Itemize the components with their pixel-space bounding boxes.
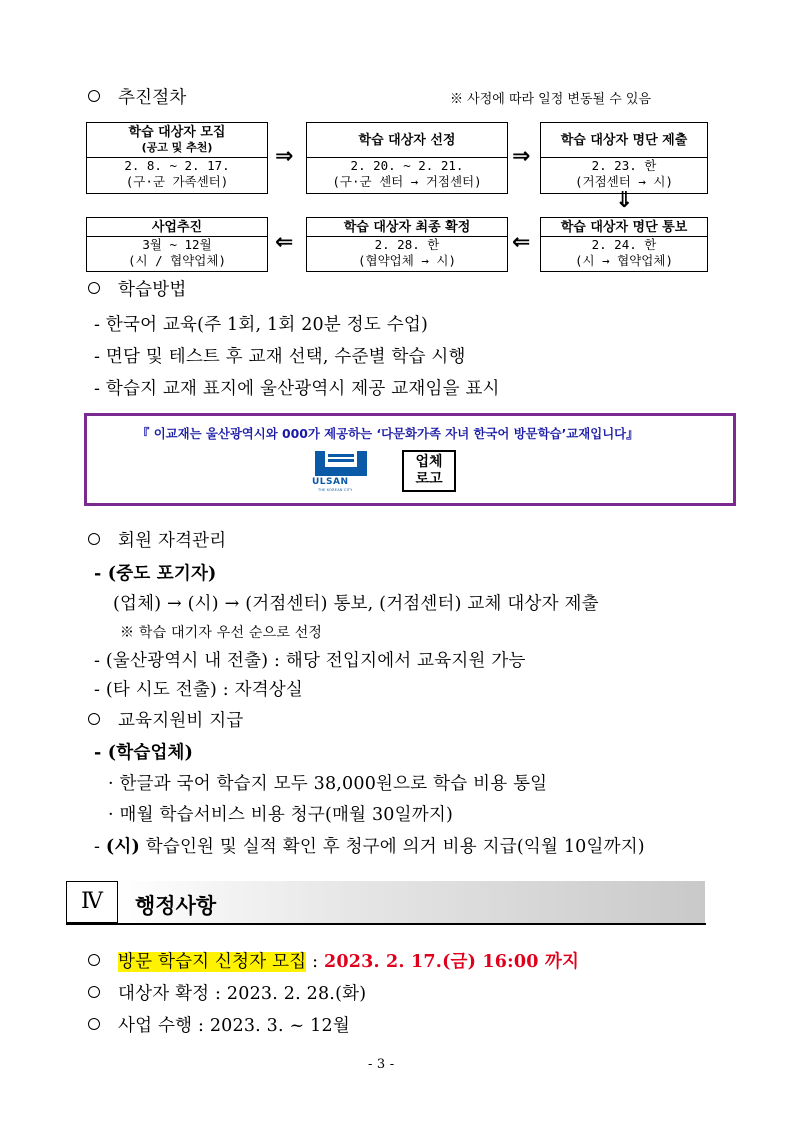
flow-box-recruit: [86, 122, 268, 194]
admin-item-recruit: [88, 948, 579, 973]
flow-box-body: [541, 158, 707, 190]
admin-item-execute: [88, 1012, 350, 1037]
flow-box-body: [307, 158, 507, 190]
method-item: - 면담 및 테스트 후 교재 선택, 수준별 학습 시행: [94, 347, 466, 367]
membership-label: 회원 자격관리: [118, 531, 227, 551]
flow-title-text: 학습 대상자 최종 확정: [343, 219, 471, 235]
funding-city-label: (시): [105, 837, 140, 857]
method-heading: [88, 276, 186, 301]
flow-actor: (시 → 협약업체): [574, 253, 673, 268]
flow-box-execute: [86, 217, 268, 272]
flow-title-text: 학습 대상자 모집: [128, 125, 226, 140]
method-item: - 한국어 교육(주 1회, 1회 20분 정도 수업): [94, 315, 428, 335]
admin-item-value: 2023. 2. 28.(화): [226, 984, 367, 1004]
ulsan-logo-icon: [315, 451, 367, 477]
arrow-right-icon: ⇒: [275, 144, 294, 169]
flow-actor: (거점센터 → 시): [574, 174, 673, 189]
flow-date: 2. 20. ~ 2. 21.: [350, 158, 464, 173]
company-logo-line: 업체: [415, 454, 443, 470]
funding-city-line: [94, 833, 645, 858]
membership-heading: [88, 527, 226, 552]
arrow-left-icon: ⇐: [275, 230, 294, 255]
admin-item-value: 2023. 3. ~ 12월: [209, 1016, 350, 1036]
admin-item-label: 방문 학습지 신청자 모집: [118, 952, 307, 972]
flow-box-title: [541, 218, 707, 237]
method-item: - 학습지 교재 표지에 울산광역시 제공 교재임을 표시: [94, 379, 500, 399]
admin-item-value: 2023. 2. 17.(금) 16:00 까지: [323, 952, 580, 972]
flow-box-body: [87, 237, 267, 269]
circle-bullet-icon: [88, 90, 100, 102]
funding-heading: [88, 707, 244, 732]
flow-box-title: [541, 123, 707, 158]
flow-date: 2. 8. ~ 2. 17.: [124, 158, 230, 173]
admin-item-sep: :: [192, 1016, 210, 1036]
flow-title-text: 사업추진: [151, 219, 203, 235]
circle-bullet-icon: [88, 1018, 100, 1030]
flow-actor: (협약업체 → 시): [357, 253, 456, 268]
method-label: 학습방법: [118, 280, 187, 300]
move-out: - (타 시도 전출) : 자격상실: [94, 680, 304, 700]
funding-city-prefix: -: [94, 837, 106, 857]
section-underline: [66, 923, 706, 925]
admin-item-sep: :: [306, 952, 324, 972]
circle-bullet-icon: [88, 713, 100, 725]
flow-title-text: 학습 대상자 명단 통보: [560, 219, 688, 235]
arrow-left-icon: ⇐: [512, 230, 531, 255]
flow-actor: (시 / 협약업체): [127, 253, 226, 268]
flow-box-title: [307, 218, 507, 237]
flow-box-submit: [540, 122, 708, 194]
flow-box-confirm: [306, 217, 508, 272]
flow-box-select: [306, 122, 508, 194]
procedure-label: 추진절차: [118, 88, 187, 108]
company-logo-line: 로고: [415, 471, 443, 487]
company-logo-placeholder: [402, 450, 456, 492]
flow-box-title: [87, 218, 267, 237]
flow-subtitle-text: (공고 및 추천): [141, 141, 213, 154]
procedure-heading: [88, 84, 186, 109]
cover-notice-text: 『 이교재는 울산광역시와 000가 제공하는 ‘다문화가족 자녀 한국어 방문학습’교재입니다』: [137, 426, 639, 441]
section-title: 행정사항: [135, 894, 217, 918]
flow-title-text: 학습 대상자 선정: [358, 132, 456, 148]
flow-box-body: [541, 237, 707, 269]
admin-item-label: 사업 수행: [118, 1016, 193, 1036]
dropout-note: ※ 학습 대기자 우선 순으로 선정: [120, 625, 323, 641]
circle-bullet-icon: [88, 954, 100, 966]
flow-date: 2. 23. 한: [591, 158, 657, 173]
funding-company-item: · 매월 학습서비스 비용 청구(매월 30일까지): [108, 805, 453, 825]
flow-actor: (구·군 센터 → 거점센터): [332, 174, 482, 189]
section-number: Ⅳ: [66, 881, 118, 923]
funding-company-label: - (학습업체): [94, 743, 194, 763]
flow-box-title: [307, 123, 507, 158]
flow-date: 2. 28. 한: [374, 237, 440, 252]
flow-title-text: 학습 대상자 명단 제출: [560, 132, 688, 148]
arrow-right-icon: ⇒: [512, 144, 531, 169]
circle-bullet-icon: [88, 533, 100, 545]
flow-box-body: [87, 158, 267, 190]
flow-box-body: [307, 237, 507, 269]
move-in-city: - (울산광역시 내 전출) : 해당 전입지에서 교육지원 가능: [94, 651, 526, 671]
ulsan-logo-text: ULSAN: [312, 477, 349, 487]
funding-city-text: 학습인원 및 실적 확인 후 청구에 의거 비용 지급(익월 10일까지): [139, 837, 645, 857]
schedule-note: ※ 사정에 따라 일정 변동될 수 있음: [450, 92, 652, 107]
admin-item-confirm: [88, 980, 366, 1005]
ulsan-logo-subtext: THE KOREAN CITY: [318, 488, 353, 492]
circle-bullet-icon: [88, 986, 100, 998]
funding-company-item: · 한글과 국어 학습지 모두 38,000원으로 학습 비용 통일: [108, 774, 548, 794]
page-number: - 3 -: [368, 1057, 395, 1072]
flow-box-notify: [540, 217, 708, 272]
flow-box-title: [87, 123, 267, 158]
admin-item-sep: :: [209, 984, 227, 1004]
arrow-down-icon: ⇓: [615, 188, 634, 213]
funding-label: 교육지원비 지급: [118, 711, 244, 731]
flow-actor: (구·군 가족센터): [125, 174, 229, 189]
circle-bullet-icon: [88, 282, 100, 294]
flow-date: 3월 ~ 12월: [142, 237, 212, 252]
flow-date: 2. 24. 한: [591, 237, 657, 252]
admin-item-label: 대상자 확정: [118, 984, 210, 1004]
dropout-label: - (중도 포기자): [94, 564, 217, 584]
dropout-line: (업체) → (시) → (거점센터) 통보, (거점센터) 교체 대상자 제출: [113, 594, 599, 614]
